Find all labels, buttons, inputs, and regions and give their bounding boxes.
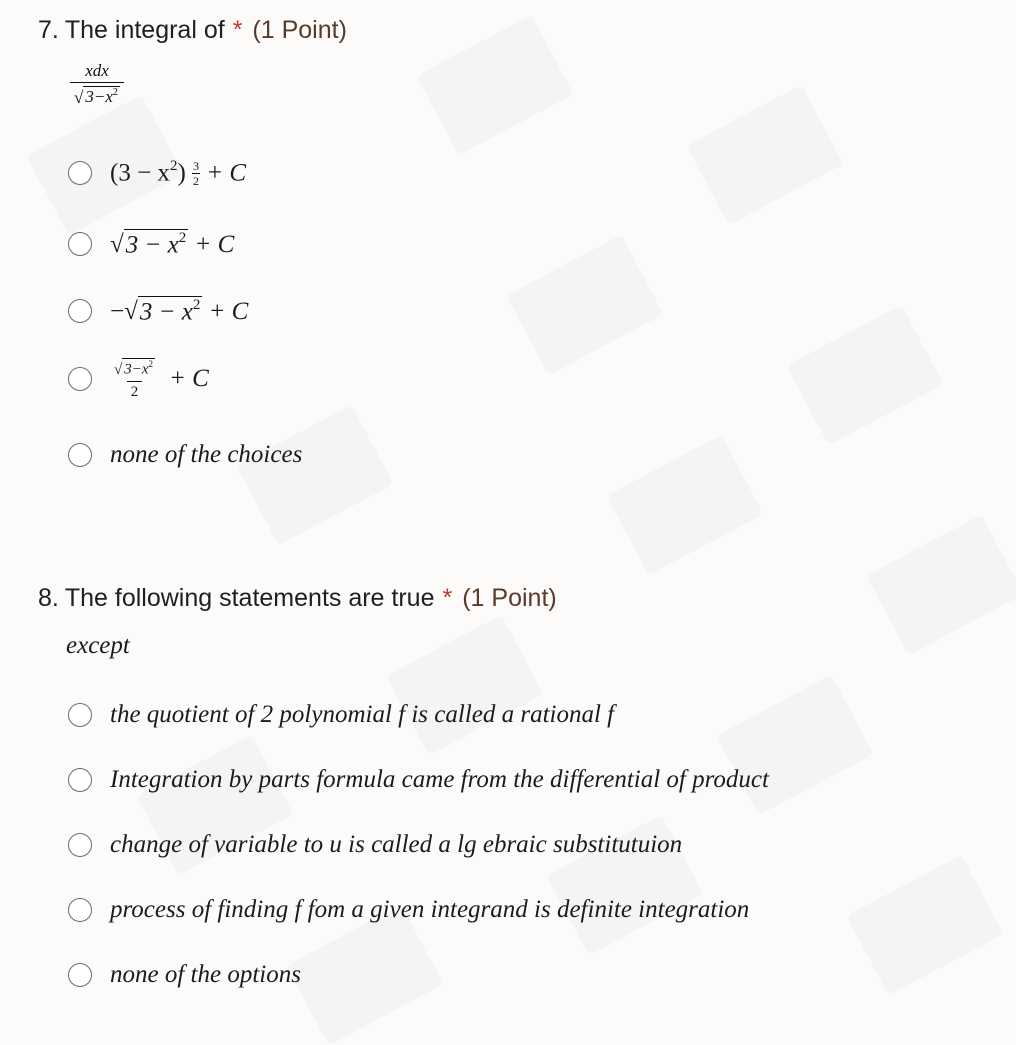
question-points: (1 Point) xyxy=(252,16,347,44)
option-label: − √ $3 - x^2$ + C xyxy=(110,297,249,326)
q7-option-1[interactable] xyxy=(68,158,246,188)
option-label: √ $3 - x^2$ + C xyxy=(110,230,235,259)
option-label: $(3 - x^2)$ $\frac{3}{2}$ + C xyxy=(110,158,247,188)
option-label: none of the choices xyxy=(110,441,303,468)
radio-button[interactable] xyxy=(68,833,92,857)
question-7 xyxy=(38,16,347,45)
radio-button[interactable] xyxy=(68,299,92,323)
q7-option-4[interactable] xyxy=(68,358,209,400)
required-mark: * xyxy=(442,584,453,612)
question-8-header xyxy=(38,584,557,613)
q7-option-5[interactable] xyxy=(68,441,302,469)
question-7-header xyxy=(38,16,347,45)
radio-button[interactable] xyxy=(68,898,92,922)
q8-option-1[interactable] xyxy=(68,701,614,729)
radio-button[interactable] xyxy=(68,703,92,727)
required-mark: * xyxy=(232,16,243,44)
question-number: 8. xyxy=(38,584,59,612)
question-title: The following statements are true xyxy=(64,584,435,612)
q7-option-3[interactable] xyxy=(68,296,248,326)
option-label: √ $3-x^2$ 2 + C xyxy=(114,359,209,401)
question-7-integrand: xdx √ $3-x^2$ xyxy=(70,62,124,106)
question-8-subtitle: except xyxy=(66,632,130,659)
q8-option-3[interactable] xyxy=(68,831,682,859)
radio-button[interactable] xyxy=(68,768,92,792)
option-label: the quotient of 2 polynomial f is called a rational f xyxy=(110,701,615,728)
radio-button[interactable] xyxy=(68,443,92,467)
radio-button[interactable] xyxy=(68,161,92,185)
option-label: process of finding f fom a given integrand is definite integration xyxy=(110,896,750,923)
option-label: change of variable to u is called a lg ebraic substitutuion xyxy=(110,831,683,858)
question-title: The integral of xyxy=(64,16,225,44)
option-label: Integration by parts formula came from the differential of product xyxy=(110,766,769,793)
question-8 xyxy=(38,584,557,613)
radio-button[interactable] xyxy=(68,963,92,987)
question-points: (1 Point) xyxy=(462,584,557,612)
question-number: 7. xyxy=(38,16,59,44)
q7-option-2[interactable] xyxy=(68,229,234,259)
option-label: none of the options xyxy=(110,961,301,988)
radio-button[interactable] xyxy=(68,367,92,391)
q8-option-4[interactable] xyxy=(68,896,749,924)
q8-option-2[interactable] xyxy=(68,766,769,794)
q8-option-5[interactable] xyxy=(68,961,301,989)
radio-button[interactable] xyxy=(68,232,92,256)
